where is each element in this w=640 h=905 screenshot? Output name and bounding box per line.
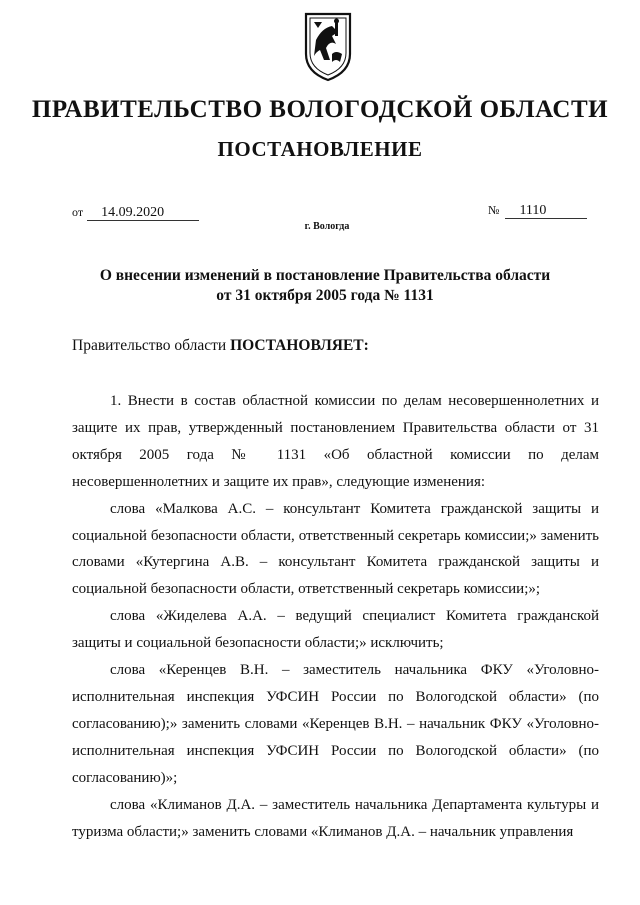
- date-prefix: от: [72, 205, 84, 219]
- city-text: г. Вологда: [304, 221, 350, 232]
- number-prefix: №: [488, 203, 500, 217]
- number-field: [488, 203, 587, 219]
- document-body: [72, 388, 599, 845]
- subject-line-2: от 31 октября 2005 года № 1131: [216, 287, 434, 304]
- government-title: ПРАВИТЕЛЬСТВО ВОЛОГОДСКОЙ ОБЛАСТИ: [31, 96, 609, 123]
- paragraph-2: слова «Малкова А.С. – консультант Комитета гражданской защиты и социальной безопасности области, ответственный секретарь комиссии;» заменить словами «Кутергина А.В. – консультант Комитета гражданской защиты и социальной безопасности области, ответственный секретарь комиссии;»;: [72, 500, 599, 598]
- document-type: ПОСТАНОВЛЕНИЕ: [217, 137, 423, 161]
- decree-prefix: Правительство области: [72, 337, 231, 354]
- paragraph-3: слова «Жиделева А.А. – ведущий специалист Комитета гражданской защиты и социальной безопасности области;» исключить;: [72, 608, 599, 652]
- paragraph-1: 1. Внести в состав областной комиссии по делам несовершеннолетних и защите их прав, утвержденный постановлением Правительства области от 31 октября 2005 года № 1131 «Об областной комиссии по делам несовершеннолетних и защите их прав», следующие изменения:: [72, 393, 599, 490]
- vologda-coat-of-arms-icon: [302, 10, 354, 82]
- city-label: [0, 221, 640, 232]
- document-subject: [60, 266, 590, 306]
- decree-keyword: ПОСТАНОВЛЯЕТ:: [230, 337, 369, 354]
- date-value: 14.09.2020: [87, 205, 199, 221]
- paragraph-5: слова «Климанов Д.А. – заместитель начальника Департамента культуры и туризма области;» заменить словами «Климанов Д.А. – начальник управления: [72, 796, 599, 840]
- date-field: [72, 205, 199, 221]
- number-value: 1110: [505, 203, 587, 219]
- paragraph-4: слова «Керенцев В.Н. – заместитель начальника ФКУ «Уголовно-исполнительная инспекция УФСИН России по Вологодской области» (по согласованию);» заменить словами «Керенцев В.Н. – начальник ФКУ «Уголовно-исполнительная инспекция УФСИН России по Вологодской области» (по согласованию)»;: [72, 662, 599, 786]
- decree-statement: [72, 337, 369, 355]
- subject-line-1: О внесении изменений в постановление Правительства области: [99, 267, 551, 284]
